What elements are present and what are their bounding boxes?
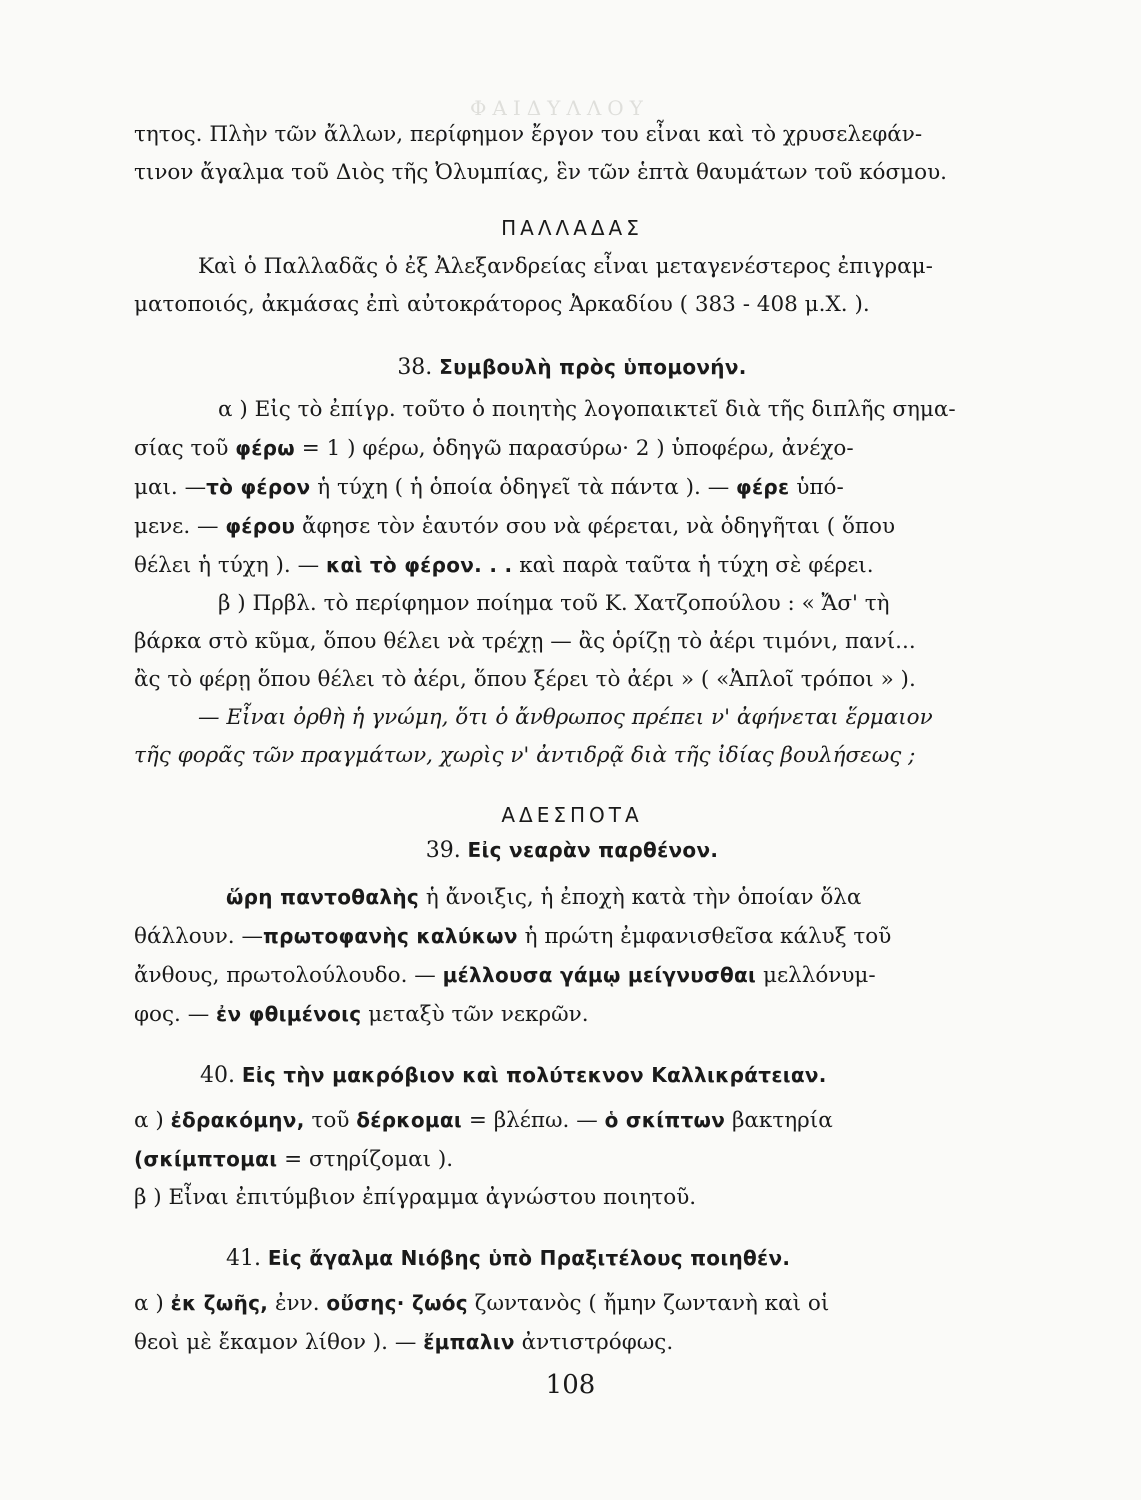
text: μελλόνυμ- (756, 963, 876, 988)
text: μεταξὺ τῶν νεκρῶν. (361, 1002, 589, 1027)
term: πρωτοφανὴς καλύκων (262, 924, 518, 948)
term: ὁ σκίπτων (604, 1108, 726, 1132)
heading-palladas: ΠΑΛΛΑΔΑΣ (501, 216, 643, 240)
line: Καὶ ὁ Παλλαδᾶς ὁ ἐξ Ἀλεξανδρείας εἶναι μεταγενέστερος ἐπιγραμ- (198, 254, 933, 279)
text: = στηρίζομαι ). (277, 1147, 454, 1172)
text: φος. — (134, 1002, 217, 1027)
line: ματοποιός, ἀκμάσας ἐπὶ αὐτοκράτορος Ἀρκαδίου ( 383 - 408 μ.Χ. ). (134, 292, 870, 317)
term: ὥρη παντοθαλὴς (226, 885, 420, 909)
text: μαι. — (134, 475, 207, 500)
text: θάλλουν. — (134, 924, 263, 949)
text: α ) (134, 1291, 171, 1316)
epigram-number: 39. (425, 838, 461, 863)
text: = βλέπω. — (462, 1108, 605, 1133)
text: ζωντανὸς ( ἤμην ζωντανὴ καὶ οἱ (467, 1291, 830, 1316)
term: (σκίμπτομαι (134, 1147, 278, 1171)
heading-40 (134, 1056, 1010, 1095)
text: ὑπό- (789, 475, 844, 500)
line: β ) Πρβλ. τὸ περίφημον ποίημα τοῦ Κ. Χατζοπούλου : « Ἄσ' τὴ (218, 591, 890, 616)
epigram-title: Εἰς νεαρὰν παρθένον. (467, 838, 719, 862)
line: α ) Εἰς τὸ ἐπίγρ. τοῦτο ὁ ποιητὴς λογοπαικτεῖ διὰ τῆς διπλῆς σημα- (218, 397, 956, 422)
line: β ) Εἶναι ἐπιτύμβιον ἐπίγραμμα ἀγνώστου ποιητοῦ. (134, 1185, 697, 1210)
line: βάρκα στὸ κῦμα, ὅπου θέλει νὰ τρέχῃ — ἂς ὁρίζῃ τὸ ἀέρι τιμόνι, πανί... (134, 629, 916, 654)
epigram-number: 38. (397, 355, 433, 380)
heading-41 (134, 1239, 1010, 1278)
line: τινον ἄγαλμα τοῦ Διὸς τῆς Ὀλυμπίας, ἓν τῶν ἑπτὰ θαυμάτων τοῦ κόσμου. (134, 160, 948, 185)
epigram-title: Εἰς ἄγαλμα Νιόβης ὑπὸ Πραξιτέλους ποιηθέν. (267, 1246, 791, 1270)
epigram-number: 40. (200, 1063, 235, 1088)
term: φέρου (225, 514, 296, 538)
text: ἡ πρώτη ἐμφανισθεῖσα κάλυξ τοῦ (517, 924, 892, 949)
notes-40 (134, 1101, 1010, 1217)
page-number: 108 (545, 1370, 596, 1400)
term: ἐδρακόμην, (170, 1108, 305, 1132)
heading-38 (134, 348, 1010, 387)
paragraph-intro (134, 116, 1010, 192)
term: φέρω (235, 436, 295, 460)
text: ἀντιστρόφως. (514, 1330, 674, 1355)
notes-38 (134, 391, 1010, 775)
text: α ) (134, 1108, 171, 1133)
term: ἔμπαλιν (423, 1330, 515, 1354)
term: ἐν φθιμένοις (216, 1002, 362, 1026)
epigram-number: 41. (226, 1246, 261, 1271)
text: θεοὶ μὲ ἔκαμον λίθον ). — (134, 1330, 424, 1355)
text: ἡ ἄνοιξις, ἡ ἐποχὴ κατὰ τὴν ὁποίαν ὅλα (419, 885, 862, 910)
text: θέλει ἡ τύχη ). — (134, 553, 326, 578)
term: δέρκομαι (356, 1108, 463, 1132)
question-line: τῆς φορᾶς τῶν πραγμάτων, χωρὶς ν' ἀντιδρᾷ διὰ τῆς ἰδίας βουλήσεως ; (134, 743, 916, 768)
epigram-title: Συμβουλὴ πρὸς ὑπομονήν. (439, 355, 747, 379)
question-line: — Εἶναι ὀρθὴ ἡ γνώμη, ὅτι ὁ ἄνθρωπος πρέπει ν' ἀφήνεται ἕρμαιον (198, 705, 933, 730)
term: καὶ τὸ φέρον. . . (325, 553, 513, 577)
text: μενε. — (134, 514, 226, 539)
text: ἐνν. (268, 1291, 327, 1316)
text: σίας τοῦ (134, 436, 236, 461)
term: μέλλουσα γάμῳ μείγνυσθαι (442, 963, 757, 987)
term: τὸ φέρον (206, 475, 311, 499)
notes-39 (134, 878, 1010, 1034)
text: βακτηρία (725, 1108, 833, 1133)
text: τοῦ (304, 1108, 357, 1133)
text: καὶ παρὰ ταῦτα ἡ τύχη σὲ φέρει. (512, 553, 874, 578)
heading-39 (134, 831, 1010, 870)
text: = 1 ) φέρω, ὁδηγῶ παρασύρω· 2 ) ὑποφέρω, ἀνέχο- (294, 436, 854, 461)
paragraph-palladas (134, 248, 1010, 324)
term: οὔσης· ζωός (326, 1291, 468, 1315)
epigram-title: Εἰς τὴν μακρόβιον καὶ πολύτεκνον Καλλικράτειαν. (241, 1063, 827, 1087)
line: ἂς τὸ φέρῃ ὅπου θέλει τὸ ἀέρι, ὅπου ξέρει τὸ ἀέρι » ( «Ἁπλοῖ τρόποι » ). (134, 667, 916, 692)
text-block (134, 116, 1010, 1362)
text: ἡ τύχη ( ἡ ὁποία ὁδηγεῖ τὰ πάντα ). — (310, 475, 737, 500)
notes-41 (134, 1284, 1010, 1362)
text: ἄφησε τὸν ἑαυτόν σου νὰ φέρεται, νὰ ὁδηγῆται ( ὅπου (295, 514, 896, 539)
line: τητος. Πλὴν τῶν ἄλλων, περίφημον ἔργον του εἶναι καὶ τὸ χρυσελεφάν- (134, 122, 923, 147)
text: ἄνθους, πρωτολούλουδο. — (134, 963, 443, 988)
heading-adespota: ΑΔΕΣΠΟΤΑ (501, 803, 643, 827)
running-head: ΦΑΙΔΥΛΛΟΥ (470, 96, 649, 120)
term: ἐκ ζωῆς, (170, 1291, 269, 1315)
term: φέρε (736, 475, 790, 499)
